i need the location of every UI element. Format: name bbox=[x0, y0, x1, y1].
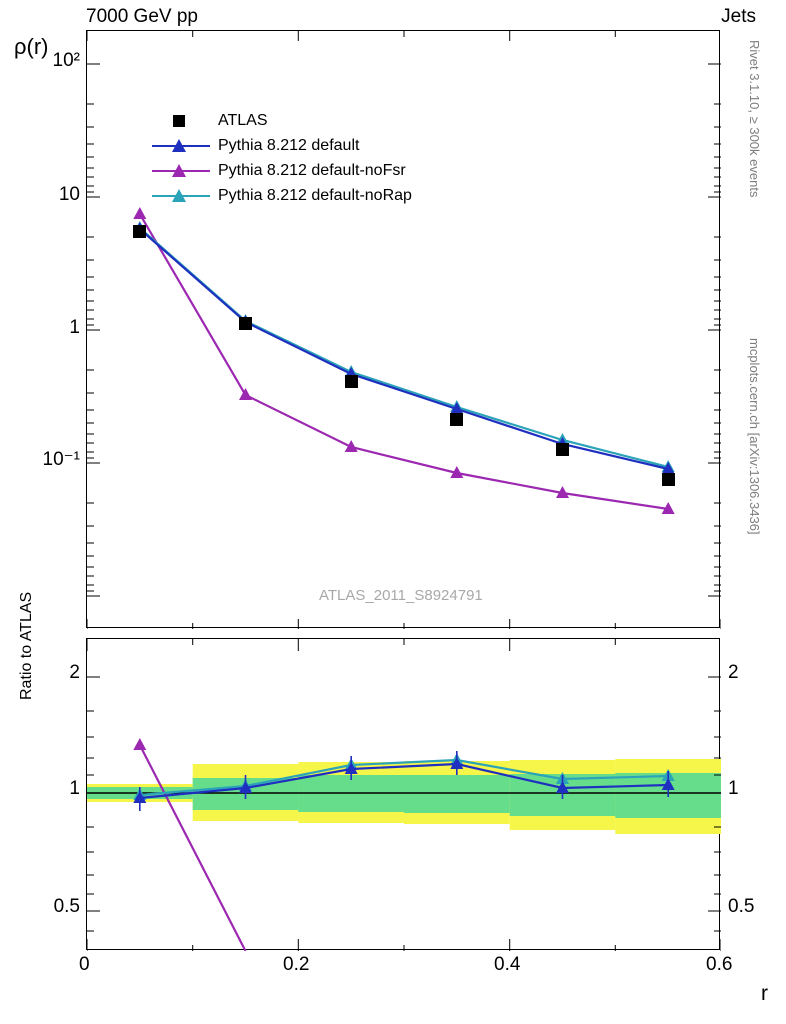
legend-label-nofsr: Pythia 8.212 default-noFsr bbox=[218, 162, 406, 179]
legend-item-atlas bbox=[152, 108, 412, 133]
xtick-0p2: 0.2 bbox=[283, 954, 310, 975]
ratio-ytick-1-right: 1 bbox=[728, 778, 739, 799]
main-y-axis-title: ρ(r) bbox=[14, 34, 49, 59]
legend-marker-square-icon bbox=[152, 110, 210, 132]
dataset-watermark: ATLAS_2011_S8924791 bbox=[319, 587, 483, 604]
xtick-0p4: 0.4 bbox=[494, 954, 521, 975]
legend-item-norap bbox=[152, 183, 412, 208]
ratio-plot-svg bbox=[87, 639, 721, 951]
ratio-ytick-0p5-left: 0.5 bbox=[53, 896, 80, 917]
arxiv-caption: mcplots.cern.ch [arXiv:1306.3436] bbox=[747, 338, 762, 535]
ratio-left-ticks bbox=[87, 677, 100, 931]
ratio-ytick-1-left: 1 bbox=[69, 778, 80, 799]
main-right-ticks bbox=[708, 64, 721, 596]
legend-item-nofsr bbox=[152, 158, 412, 183]
main-ytick-1: 1 bbox=[69, 317, 80, 338]
series-line-default bbox=[133, 222, 674, 474]
xtick-0p6: 0.6 bbox=[706, 954, 733, 975]
main-ytick-10: 10 bbox=[58, 184, 80, 205]
legend bbox=[152, 108, 412, 208]
rivet-caption: Rivet 3.1.10, ≥ 300k events bbox=[747, 40, 762, 198]
series-line-noFsr bbox=[133, 207, 674, 514]
main-left-ticks bbox=[87, 64, 100, 596]
ratio-ytick-2-right: 2 bbox=[728, 662, 739, 683]
legend-marker-triangle-icon bbox=[152, 185, 210, 207]
xtick-0: 0 bbox=[79, 954, 90, 975]
ratio-ytick-2-left: 2 bbox=[69, 662, 80, 683]
legend-item-default bbox=[152, 133, 412, 158]
ratio-plot-panel bbox=[86, 638, 720, 950]
legend-label-norap: Pythia 8.212 default-noRap bbox=[218, 187, 412, 204]
legend-label-default: Pythia 8.212 default bbox=[218, 137, 360, 154]
legend-marker-triangle-icon bbox=[152, 160, 210, 182]
main-ytick-100: 10² bbox=[52, 50, 80, 71]
header-left-label: 7000 GeV pp bbox=[86, 6, 198, 27]
series-line-noRap bbox=[133, 221, 674, 472]
main-ytick-0p1: 10⁻¹ bbox=[42, 449, 80, 470]
legend-marker-triangle-icon bbox=[152, 135, 210, 157]
ratio-y-axis-title: Ratio to ATLAS bbox=[18, 591, 35, 700]
legend-label-atlas: ATLAS bbox=[218, 112, 268, 129]
x-axis-title: r bbox=[761, 982, 768, 1005]
ratio-ytick-0p5-right: 0.5 bbox=[728, 896, 755, 917]
uncertainty-band-inner bbox=[87, 773, 721, 818]
header-right-label: Jets bbox=[721, 6, 756, 27]
